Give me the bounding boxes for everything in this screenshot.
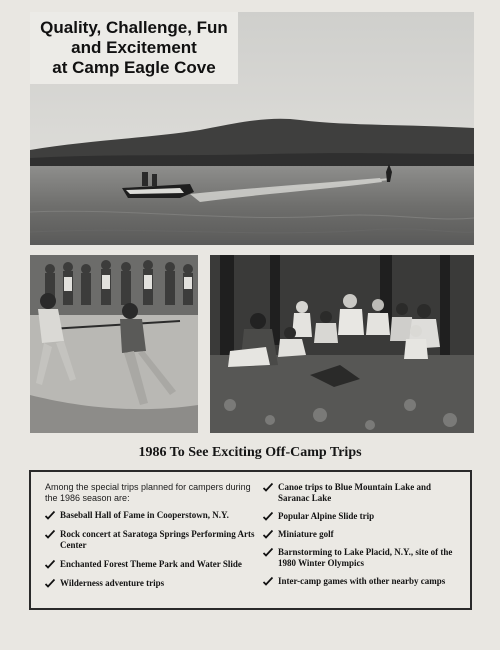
list-item	[263, 529, 463, 540]
trip-label: Inter-camp games with other nearby camps	[278, 576, 446, 586]
trip-label: Baseball Hall of Fame in Cooperstown, N.Y.	[60, 510, 229, 520]
trip-label: Miniature golf	[278, 529, 334, 539]
list-item	[45, 559, 260, 570]
tug-of-war-photo	[30, 255, 198, 433]
list-item	[45, 510, 260, 521]
headline-line: Quality, Challenge, Fun	[40, 18, 228, 37]
checkmark-icon	[263, 547, 273, 557]
trips-intro: Among the special trips planned for campers during the 1986 season are:	[45, 482, 251, 503]
trip-label: Canoe trips to Blue Mountain Lake and Saranac Lake	[278, 482, 432, 503]
checkmark-icon	[263, 482, 273, 492]
campfire-group-photo	[210, 255, 474, 433]
trips-box	[29, 470, 472, 610]
list-item	[263, 576, 463, 587]
trip-label: Enchanted Forest Theme Park and Water Slide	[60, 559, 242, 569]
headline-box	[30, 12, 238, 84]
trip-label: Barnstorming to Lake Placid, N.Y., site of the 1980 Winter Olympics	[278, 547, 453, 568]
headline	[40, 18, 228, 78]
trips-left-column	[45, 482, 260, 597]
trips-section-title: 1986 To See Exciting Off-Camp Trips	[138, 445, 362, 460]
list-item	[45, 578, 260, 589]
trip-label: Rock concert at Saratoga Springs Performing Arts Center	[60, 529, 255, 550]
list-item	[263, 482, 463, 504]
checkmark-icon	[45, 559, 55, 569]
checkmark-icon	[45, 578, 55, 588]
headline-line: at Camp Eagle Cove	[52, 58, 216, 77]
list-item	[263, 511, 463, 522]
checkmark-icon	[45, 529, 55, 539]
checkmark-icon	[263, 576, 273, 586]
trip-label: Wilderness adventure trips	[60, 578, 165, 588]
trip-label: Popular Alpine Slide trip	[278, 511, 375, 521]
checkmark-icon	[263, 529, 273, 539]
headline-line: and Excitement	[71, 38, 197, 57]
trips-right-column	[263, 482, 463, 594]
checkmark-icon	[263, 511, 273, 521]
checkmark-icon	[45, 510, 55, 520]
list-item	[45, 529, 260, 551]
list-item	[263, 547, 463, 569]
